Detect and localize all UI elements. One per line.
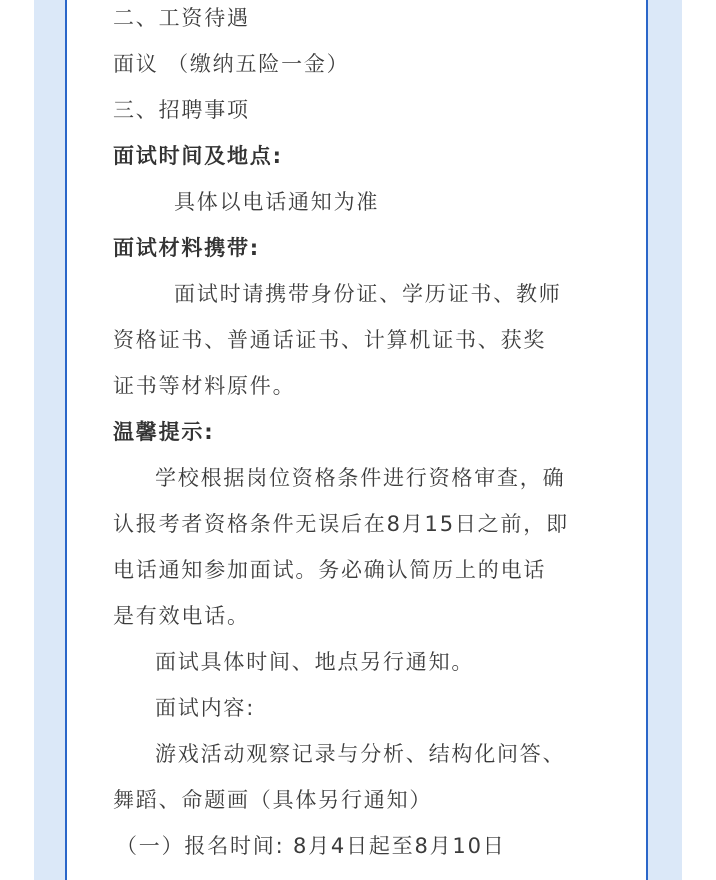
section-heading-matters: 三、招聘事项: [113, 98, 250, 122]
tips-line-2: 认报考者资格条件无误后在8月15日之前，即: [113, 512, 569, 536]
section-heading-wage: 二、工资待遇: [113, 6, 250, 30]
materials-label: 面试材料携带:: [113, 236, 260, 260]
left-margin: [0, 0, 34, 880]
interview-time-label: 面试时间及地点:: [113, 144, 283, 168]
tips-label: 温馨提示:: [113, 420, 215, 444]
tips-line-3: 电话通知参加面试。务必确认简历上的电话: [113, 558, 547, 582]
materials-line-2: 资格证书、普通话证书、计算机证书、获奖: [113, 328, 547, 352]
right-margin: [682, 0, 716, 880]
tips-line-1: 学校根据岗位资格条件进行资格审查，确: [155, 466, 566, 490]
content-line-2: 舞蹈、命题画（具体另行通知）: [113, 788, 433, 812]
content-label: 面试内容:: [155, 696, 256, 720]
interview-time-text: 具体以电话通知为准: [174, 190, 380, 214]
materials-line-3: 证书等材料原件。: [113, 374, 296, 398]
content-line-1: 游戏活动观察记录与分析、结构化问答、: [155, 742, 566, 766]
registration-line: （一）报名时间: 8月4日起至8月10日: [116, 834, 506, 858]
materials-line-1: 面试时请携带身份证、学历证书、教师: [174, 282, 562, 306]
tips-line-4: 是有效电话。: [113, 604, 250, 628]
notice-line: 面试具体时间、地点另行通知。: [155, 650, 475, 674]
wage-text: 面议 （缴纳五险一金）: [113, 52, 350, 76]
